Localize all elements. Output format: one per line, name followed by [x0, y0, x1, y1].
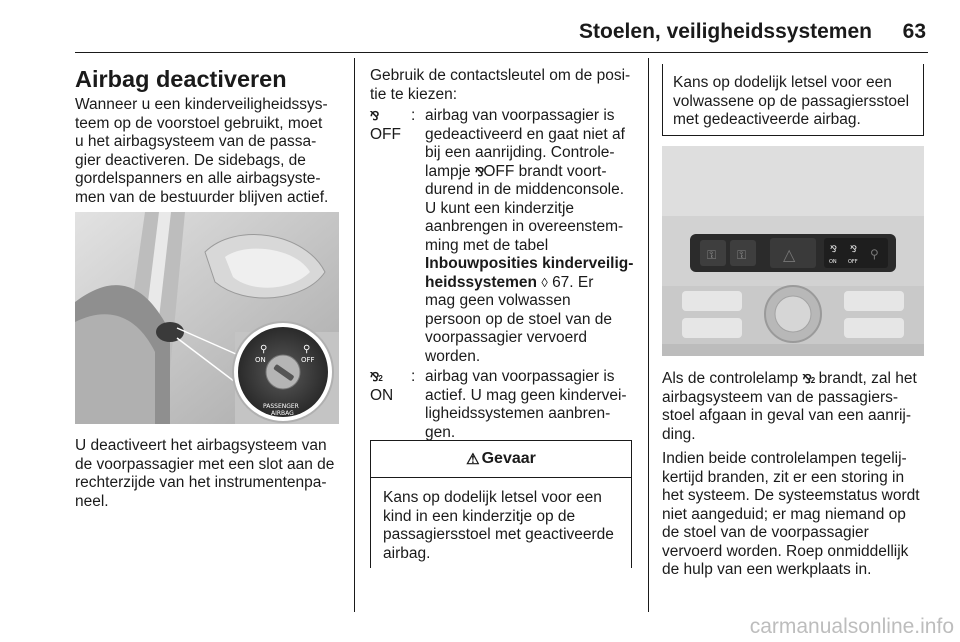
- seat-person-icon: ⚲: [260, 344, 268, 355]
- text-line: de voorpassagier met een slot aan de: [75, 455, 335, 473]
- lock-text-airbag: AIRBAG: [271, 410, 294, 417]
- airbag-off-lamp-icon: ⅋: [850, 244, 858, 254]
- warning-body: [663, 64, 923, 140]
- text-line: stoel afgaan in geval van een aanrij-: [662, 407, 912, 424]
- column-2: [370, 67, 634, 442]
- text-line: gen.: [425, 423, 456, 441]
- warning-header: [371, 441, 631, 478]
- text-line: [425, 274, 634, 293]
- column-3-text: [662, 370, 928, 580]
- text-line: gier deactiveren. De sidebags, de: [75, 151, 306, 169]
- paragraph-1: [662, 370, 928, 444]
- text-line: tie te kiezen:: [370, 85, 458, 103]
- text-line: airbag van voorpassagier is: [425, 107, 615, 124]
- text-line: men van de bestuurder blijven actief.: [75, 188, 329, 206]
- page-number: 63: [902, 20, 926, 43]
- text-line: kertijd branden, zit er een storing in: [662, 468, 905, 486]
- airbag-off-icon: ⅋: [370, 109, 379, 123]
- lock-text-passenger: PASSENGER: [263, 403, 299, 410]
- lock-icon: ⚿: [707, 248, 717, 262]
- text-line: airbagsysteem van de passagiers-: [662, 388, 899, 406]
- text-line: aanbrengen in overeenstem-: [425, 218, 624, 235]
- intro-paragraph: [370, 67, 634, 104]
- text-line: bij een aanrijding. Controle-: [425, 144, 615, 161]
- airbag-off-icon: ⅋: [474, 164, 484, 179]
- paragraph-2: [662, 450, 928, 580]
- text-line: kind in een kinderzitje op de: [383, 507, 576, 525]
- text-line: gedeactiveerd en gaat niet af: [425, 125, 625, 143]
- warning-box-continued: [662, 64, 924, 136]
- text-line: Wanneer u een kinderveiligheidssys-: [75, 96, 328, 113]
- section-heading: Airbag deactiveren: [75, 66, 287, 92]
- photo-caption: [75, 437, 345, 511]
- warning-body: [371, 478, 631, 574]
- entry-off-description: [425, 107, 634, 366]
- lock-on-label: ON: [255, 356, 266, 364]
- text-line: Indien beide controlelampen tegelij-: [662, 450, 907, 467]
- warning-title: Gevaar: [481, 450, 536, 467]
- column-divider-1: [354, 58, 355, 612]
- entry-off-label: [370, 107, 411, 144]
- text-line: airbag van voorpassagier is: [425, 368, 615, 385]
- text-line: [662, 370, 928, 389]
- console-on-label: ON: [829, 259, 837, 265]
- text-line: U kunt een kinderzitje: [425, 199, 575, 217]
- airbag-on-icon: ⅋2: [370, 370, 382, 384]
- intro-paragraph: [75, 96, 345, 207]
- text-line: niet aangeduid; er mag niemand op: [662, 505, 906, 523]
- warning-box-danger: [370, 440, 632, 568]
- text-line: [425, 163, 634, 182]
- text-line: teem op de voorstoel gebruikt, moet: [75, 114, 323, 132]
- column-1: [75, 64, 345, 207]
- text-line: met gedeactiveerde airbag.: [673, 111, 861, 128]
- text-line: mag geen volwassen: [425, 292, 571, 309]
- text-line: actief. U mag geen kindervei-: [425, 386, 627, 404]
- text-line: Gebruik de contactsleutel om de posi-: [370, 67, 631, 84]
- console-off-label: OFF: [848, 259, 858, 265]
- text-line: durend in de middenconsole.: [425, 181, 625, 198]
- p1-prefix: Als de controlelamp: [662, 370, 799, 387]
- warning-triangle-icon: ⚠: [466, 451, 480, 468]
- entry-on-label: [370, 368, 411, 405]
- passenger-icon: ⚲: [870, 247, 879, 261]
- column-divider-2: [648, 58, 649, 612]
- text-line: neel.: [75, 492, 109, 510]
- text-line: passagiersstoel met geactiveerde: [383, 526, 614, 543]
- text-line: Kans op dodelijk letsel voor een: [673, 74, 892, 91]
- text-line: persoon op de stoel van de: [425, 310, 612, 328]
- text-line: het systeem. De systeemstatus wordt: [662, 487, 920, 504]
- page-reference[interactable]: 67. Er: [552, 273, 594, 291]
- entry-on-description: [425, 368, 634, 442]
- text-line: de hulp van een werkplaats in.: [662, 561, 872, 578]
- lock-off-label: OFF: [301, 356, 315, 364]
- lock-icon: ⚿: [737, 248, 747, 262]
- text-line: rechterzijde van het instrumentenpa-: [75, 474, 327, 491]
- text-line: gordelspanners en alle airbagsyste-: [75, 170, 321, 187]
- header-rule: [75, 52, 928, 53]
- entry-off: [370, 107, 634, 366]
- text-line: airbag.: [383, 544, 431, 562]
- text-line: ding.: [662, 425, 696, 443]
- center-console-photo: [662, 146, 924, 356]
- entry-label-text: OFF: [370, 125, 401, 143]
- airbag-on-icon: ⅋2: [802, 372, 815, 386]
- hazard-icon: △: [783, 247, 796, 264]
- seat-person-crossed-icon: ⚲: [303, 344, 311, 355]
- text-line: ming met de tabel: [425, 236, 549, 254]
- running-header-title: Stoelen, veiligheidssystemen: [579, 20, 872, 43]
- colon: :: [411, 368, 416, 385]
- airbag-on-lamp-icon: ⅋: [830, 244, 838, 254]
- table-reference-bold[interactable]: heidssystemen: [425, 273, 537, 291]
- text-line: volwassene op de passagiersstoel: [673, 92, 910, 110]
- page-reference-icon: ◊: [541, 274, 548, 290]
- text-line: vervoerd worden. Roep onmiddellijk: [662, 542, 909, 560]
- text-line: U deactiveert het airbagsysteem van: [75, 437, 327, 454]
- text-line: voorpassagier vervoerd: [425, 329, 587, 346]
- text-line: de stoel van de voorpassagier: [662, 524, 869, 541]
- airbag-lock-photo: [75, 212, 339, 424]
- text-line: worden.: [425, 347, 481, 365]
- text-line: ligheidssystemen aanbren-: [425, 405, 611, 422]
- table-reference-bold[interactable]: Inbouwposities kinderveilig-: [425, 255, 634, 272]
- colon: :: [411, 107, 416, 124]
- lamp-prefix: lampje: [425, 162, 471, 180]
- entry-on: [370, 368, 634, 442]
- watermark-url[interactable]: carmanualsonline.info: [749, 615, 954, 638]
- text-line: Kans op dodelijk letsel voor een: [383, 489, 602, 506]
- p1-suffix: brandt, zal het: [818, 370, 917, 387]
- entry-label-text: ON: [370, 386, 394, 404]
- text-line: u het airbagsysteem van de passa-: [75, 133, 317, 150]
- lamp-suffix: OFF brandt voort-: [483, 162, 607, 180]
